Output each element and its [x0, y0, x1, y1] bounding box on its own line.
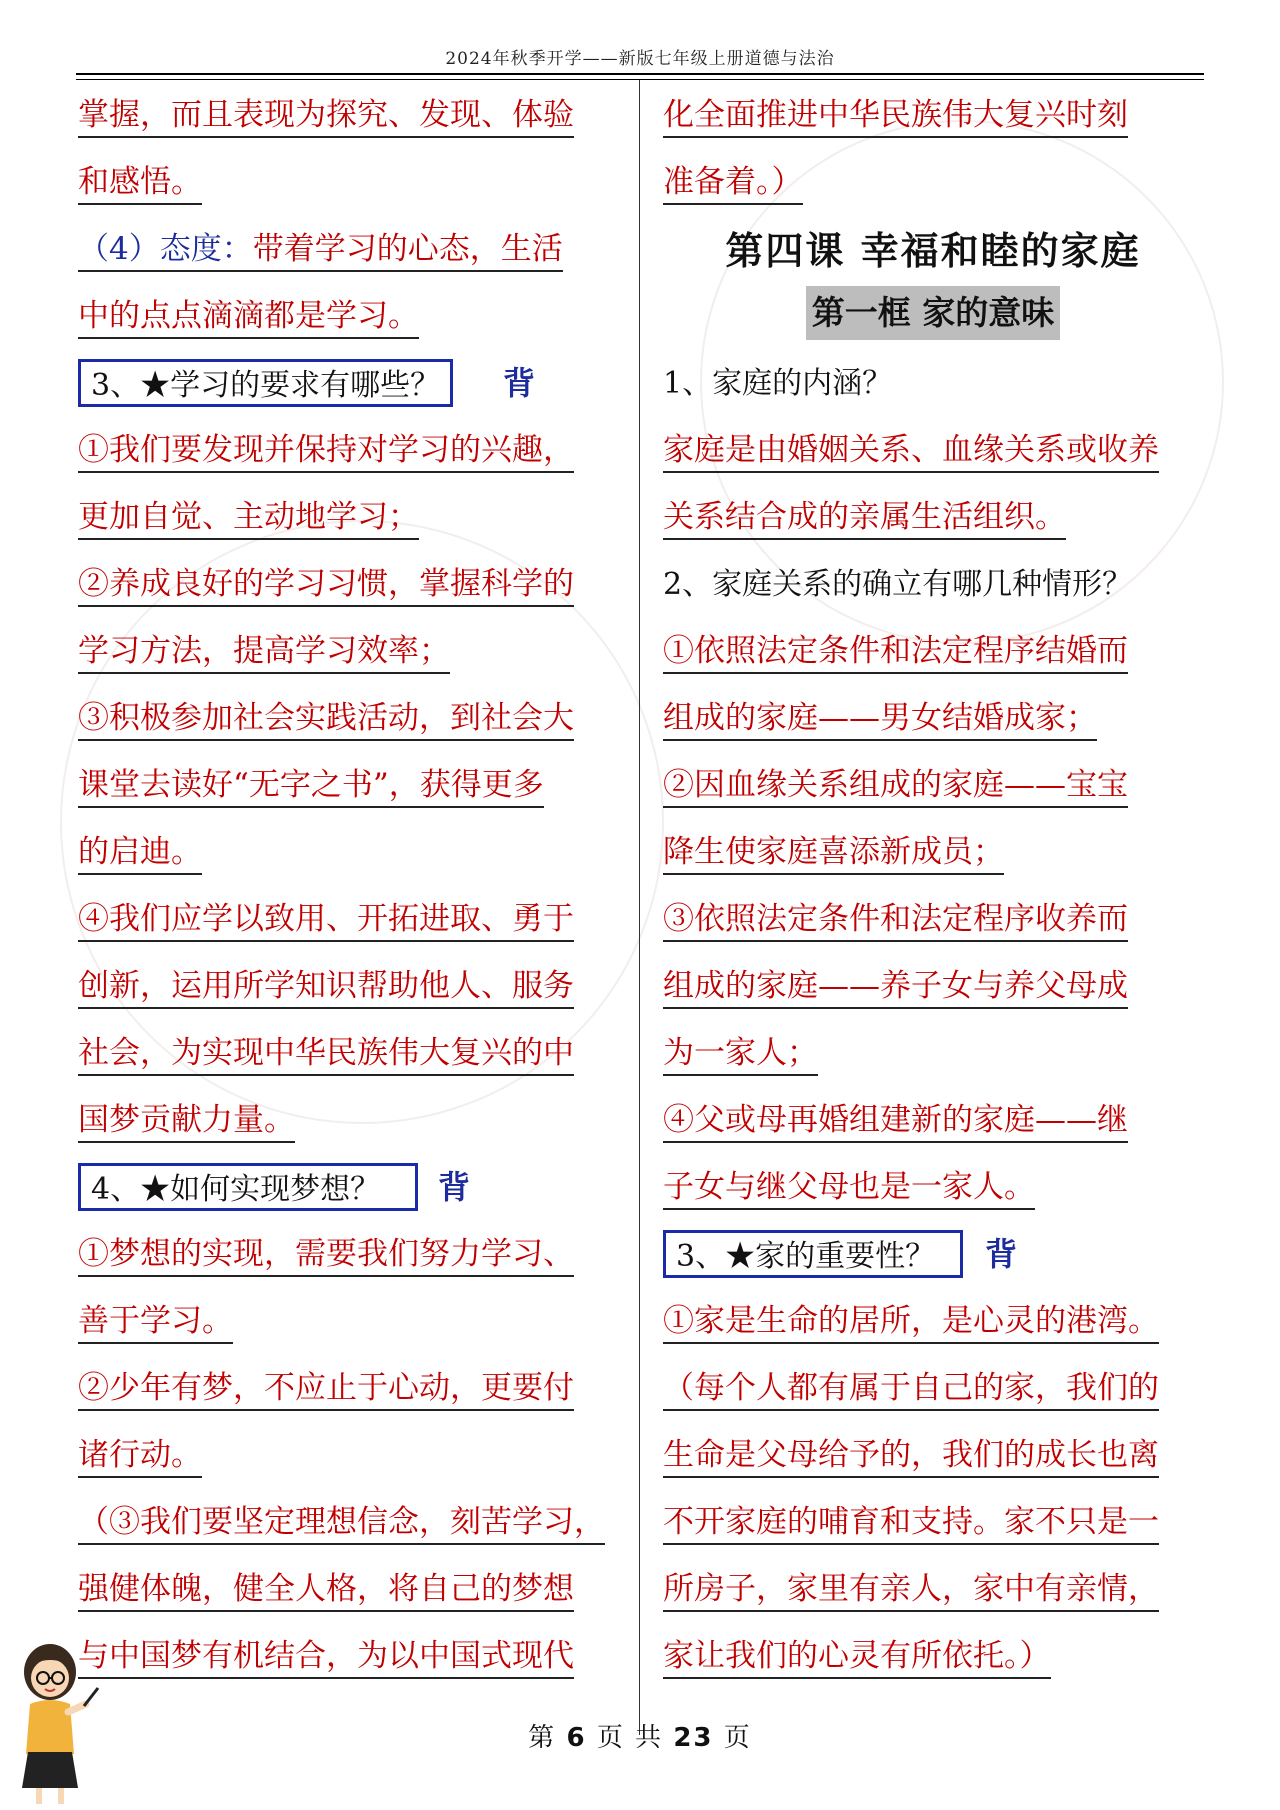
answer-line: ②因血缘关系组成的家庭——宝宝 — [663, 752, 1203, 819]
answer-line: 生命是父母给予的，我们的成长也离 — [663, 1422, 1203, 1489]
question-heading — [663, 1221, 1203, 1288]
text-line: 掌握，而且表现为探究、发现、体验 — [78, 82, 628, 149]
answer-line: ①家是生命的居所，是心灵的港湾。 — [663, 1288, 1203, 1355]
answer-line: 诸行动。 — [78, 1422, 628, 1489]
text-line: 准备着。） — [663, 149, 1203, 216]
answer-line: 关系结合成的亲属生活组织。 — [663, 484, 1203, 551]
answer-line: 降生使家庭喜添新成员； — [663, 819, 1203, 886]
answer-line: ②少年有梦，不应止于心动，更要付 — [78, 1355, 628, 1422]
answer-line: ③积极参加社会实践活动，到社会大 — [78, 685, 628, 752]
lesson-title: 第四课 幸福和睦的家庭 — [725, 228, 1141, 273]
answer-line: 学习方法，提高学习效率； — [78, 618, 628, 685]
memorize-tag: 背 — [438, 1168, 471, 1206]
answer-line: 国梦贡献力量。 — [78, 1087, 628, 1154]
answer-line: （③我们要坚定理想信念，刻苦学习， — [78, 1489, 628, 1556]
answer-line: 课堂去读好“无字之书”，获得更多 — [78, 752, 628, 819]
page-number: 6 — [566, 1723, 587, 1753]
answer-line: 组成的家庭——养子女与养父母成 — [663, 953, 1203, 1020]
text-line: 中的点点滴滴都是学习。 — [78, 283, 628, 350]
page-total: 23 — [673, 1723, 714, 1753]
column-divider — [639, 80, 640, 1735]
answer-line: ②养成良好的学习习惯，掌握科学的 — [78, 551, 628, 618]
teacher-with-pointer-icon — [8, 1638, 100, 1808]
left-column — [78, 82, 628, 1690]
question-heading — [78, 350, 628, 417]
answer-line: ①我们要发现并保持对学习的兴趣， — [78, 417, 628, 484]
answer-line: ①梦想的实现，需要我们努力学习、 — [78, 1221, 628, 1288]
section-title: 第一框 家的意味 — [663, 286, 1203, 350]
answer-line: 不开家庭的哺育和支持。家不只是一 — [663, 1489, 1203, 1556]
header-rule — [76, 79, 1204, 80]
answer-line: ④我们应学以致用、开拓进取、勇于 — [78, 886, 628, 953]
attitude-label: （4）态度： — [78, 231, 253, 267]
answer-line: 社会，为实现中华民族伟大复兴的中 — [78, 1020, 628, 1087]
question-box: 4、★如何实现梦想？ — [78, 1163, 418, 1211]
answer-line: 家让我们的心灵有所依托。） — [663, 1623, 1203, 1690]
memorize-tag: 背 — [985, 1235, 1018, 1273]
answer-line: ③依照法定条件和法定程序收养而 — [663, 886, 1203, 953]
answer-line: 强健体魄，健全人格，将自己的梦想 — [78, 1556, 628, 1623]
text-line: 和感悟。 — [78, 149, 628, 216]
answer-line: 家庭是由婚姻关系、血缘关系或收养 — [663, 417, 1203, 484]
right-column — [663, 82, 1203, 1690]
text-line: 化全面推进中华民族伟大复兴时刻 — [663, 82, 1203, 149]
question-box: 3、★家的重要性？ — [663, 1230, 963, 1278]
answer-line: 创新，运用所学知识帮助他人、服务 — [78, 953, 628, 1020]
answer-line: 与中国梦有机结合，为以中国式现代 — [78, 1623, 628, 1690]
answer-line: 善于学习。 — [78, 1288, 628, 1355]
page-footer: 第 6 页 共 23 页 — [528, 1723, 752, 1753]
answer-line: 为一家人； — [663, 1020, 1203, 1087]
answer-line: （每个人都有属于自己的家，我们的 — [663, 1355, 1203, 1422]
page-header: 2024年秋季开学——新版七年级上册道德与法治 — [445, 49, 835, 69]
answer-line: ①依照法定条件和法定程序结婚而 — [663, 618, 1203, 685]
header-rule — [76, 73, 1204, 75]
question-heading — [78, 1154, 628, 1221]
text-line: （4）态度：带着学习的心态，生活 — [78, 216, 628, 283]
question-text: 2、家庭关系的确立有哪几种情形？ — [663, 567, 1133, 602]
answer-line: 所房子，家里有亲人，家中有亲情， — [663, 1556, 1203, 1623]
answer-line: 子女与继父母也是一家人。 — [663, 1154, 1203, 1221]
question-text: 1、家庭的内涵？ — [663, 366, 893, 401]
answer-line: 组成的家庭——男女结婚成家； — [663, 685, 1203, 752]
memorize-tag: 背 — [503, 364, 536, 402]
answer-line: 更加自觉、主动地学习； — [78, 484, 628, 551]
answer-line: 的启迪。 — [78, 819, 628, 886]
question-box: 3、★学习的要求有哪些？ — [78, 359, 453, 407]
answer-line: ④父或母再婚组建新的家庭——继 — [663, 1087, 1203, 1154]
